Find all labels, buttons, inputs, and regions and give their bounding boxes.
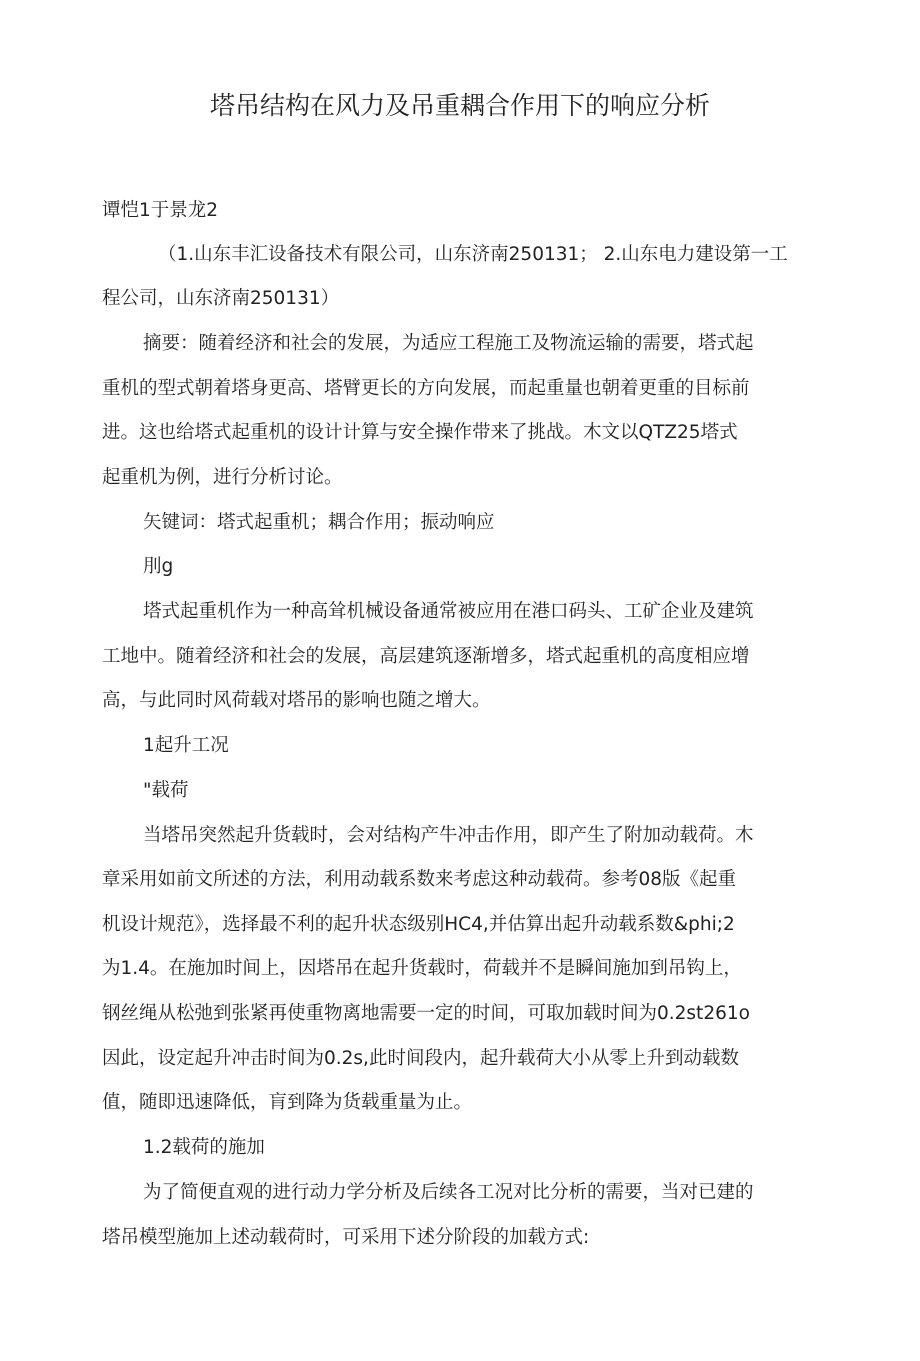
abstract-line-4: 起重机为例，进行分析讨论。 [102, 467, 343, 488]
abstract-line-1: 摘要：随着经济和社会的发展，为适应工程施工及物流运输的需要，塔式起 [143, 333, 754, 354]
section-1-line-5: 钢丝绳从松弛到张紧再使重物离地需要一定的时间，可取加载时间为0.2st261o [102, 1003, 750, 1024]
authors: 谭恺1于景龙2 [102, 200, 219, 221]
abstract-line-3: 进。这也给塔式起重机的设计计算与安全操作带来了挑战。木文以QTZ25塔式 [102, 422, 738, 443]
section-1-line-2: 章采用如前文所述的方法，利用动载系数来考虑这种动载荷。参考08版《起重 [102, 869, 737, 890]
section-1-line-6: 因此，设定起升冲击时间为0.2s,此时间段内，起升载荷大小从零上升到动载数 [102, 1048, 739, 1069]
affiliation-line-1: （1.山东丰汇设备技术有限公司，山东济南250131； 2.山东电力建设第一工 [158, 244, 788, 265]
keywords: 矢键词：塔式起重机；耦合作用；振动响应 [143, 512, 495, 533]
document-title: 塔吊结构在风力及吊重耦合作用下的响应分析 [209, 91, 710, 120]
section-1-subheading: "载荷 [143, 780, 189, 801]
section-1-heading: 1起升工况 [143, 735, 229, 756]
section-1-line-4: 为1.4。在施加时间上，因塔吊在起升货载时，荷载并不是瞬间施加到吊钩上， [102, 958, 742, 979]
abstract-line-2: 重机的型式朝着塔身更高、塔臂更长的方向发展，而起重量也朝着更重的目标前 [102, 378, 750, 399]
section-1-2-heading: 1.2载荷的施加 [143, 1137, 265, 1158]
affiliation-line-2: 程公司，山东济南250131） [102, 288, 340, 309]
section-1-2-line-2: 塔吊模型施加上述动载荷时，可采用下述分阶段的加载方式: [102, 1227, 590, 1248]
intro-line-3: 高，与此同时风荷载对塔吊的影响也随之增大。 [102, 690, 491, 711]
section-1-2-line-1: 为了简便直观的进行动力学分析及后续各工况对比分析的需要，当对已建的 [143, 1182, 754, 1203]
section-1-line-3: 机设计规范》，选择最不利的起升状态级别HC4,并估算出起升动载系数&phi;2 [102, 914, 735, 935]
preface-heading: 刖g [143, 556, 174, 577]
intro-line-1: 塔式起重机作为一种高耸机械设备通常被应用在港口码头、工矿企业及建筑 [143, 601, 754, 622]
section-1-line-1: 当塔吊突然起升货载时，会对结构产牛冲击作用，即产生了附加动载荷。木 [143, 825, 754, 846]
intro-line-2: 工地中。随着经济和社会的发展，高层建筑逐渐增多，塔式起重机的高度相应增 [102, 646, 750, 667]
section-1-line-7: 值，随即迅速降低，肓到降为货载重量为止。 [102, 1092, 473, 1113]
